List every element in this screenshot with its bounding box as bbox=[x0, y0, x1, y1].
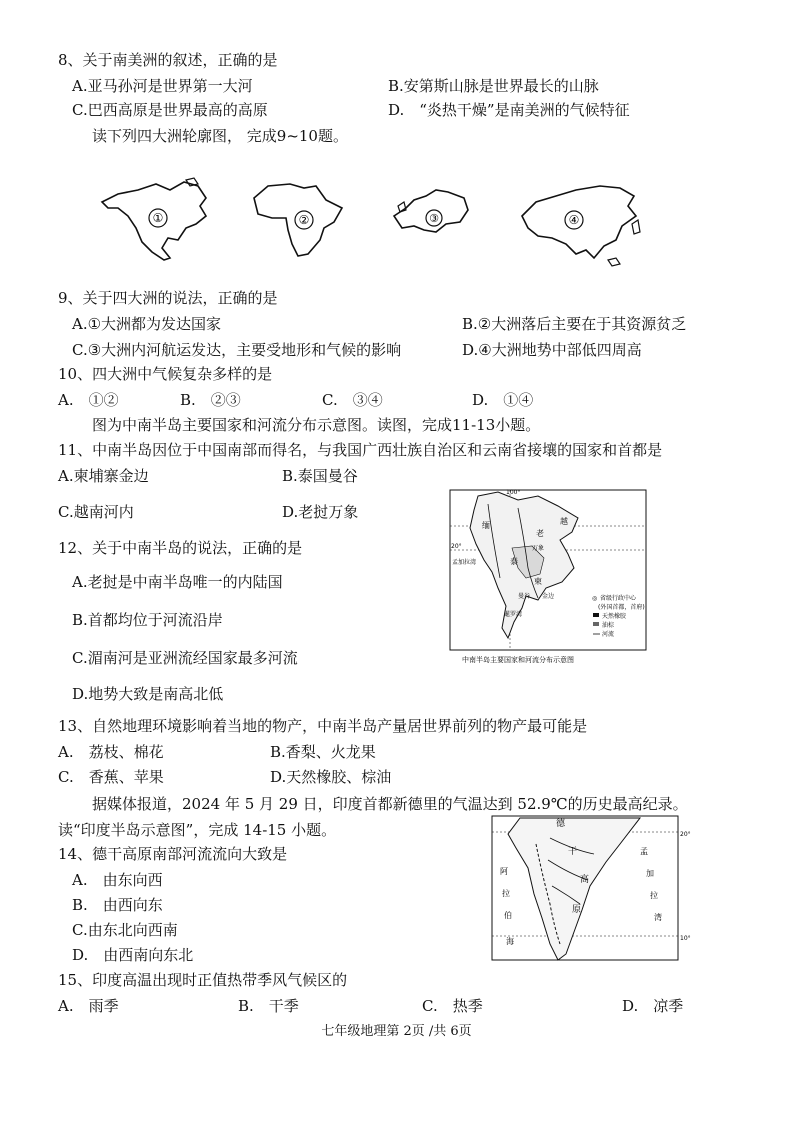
africa-outline bbox=[246, 178, 346, 260]
europe-outline bbox=[384, 186, 474, 242]
india-label-yuan: 原 bbox=[572, 905, 582, 915]
place-vientiane: 万象 bbox=[532, 545, 545, 552]
intro-14-15-line2: 读“印度半岛示意图”，完成 14-15 小题。 bbox=[58, 821, 337, 839]
place-laos: 老 bbox=[536, 529, 544, 538]
q9-option-c: C.③大洲内河航运发达，主要受地形和气候的影响 bbox=[72, 341, 402, 359]
svg-text:◎: ◎ bbox=[592, 595, 598, 602]
india-label-la2: 拉 bbox=[502, 889, 510, 898]
q8-option-a: A.亚马孙河是世界第一大河 bbox=[72, 77, 253, 95]
continent-label-2: ② bbox=[298, 213, 310, 227]
q8-option-d: D. “炎热干燥”是南美洲的气候特征 bbox=[388, 101, 630, 119]
india-label-gao: 高 bbox=[580, 875, 590, 885]
q10-stem: 10、四大洲中气候复杂多样的是 bbox=[58, 365, 273, 383]
q12-stem: 12、关于中南半岛的说法，正确的是 bbox=[58, 539, 303, 557]
q10-option-d: D. ①④ bbox=[472, 391, 534, 409]
q10-option-a: A. ①② bbox=[58, 391, 119, 409]
north-america-outline bbox=[98, 176, 218, 264]
q11-option-b: B.泰国曼谷 bbox=[282, 467, 358, 485]
q13-option-d: D.天然橡胶、棕油 bbox=[270, 768, 392, 786]
q11-stem: 11、中南半岛因位于中国南部而得名，与我国广西壮族自治区和云南省接壤的国家和首都是 bbox=[58, 441, 663, 459]
q9-option-a: A.①大洲都为发达国家 bbox=[72, 315, 222, 333]
q13-option-a: A. 荔枝、棉花 bbox=[58, 743, 164, 761]
india-peninsula-map bbox=[490, 814, 692, 964]
place-thailand: 泰 bbox=[510, 557, 518, 566]
q13-stem: 13、自然地理环境影响着当地的物产，中南半岛产量居世界前列的物产最可能是 bbox=[58, 717, 588, 735]
map-caption: 中南半岛主要国家和河流分布示意图 bbox=[462, 656, 574, 664]
q12-option-b: B.首都均位于河流沿岸 bbox=[72, 611, 223, 629]
page-footer: 七年级地理第 2页 /共 6页 bbox=[321, 1024, 472, 1039]
q11-option-d: D.老挝万象 bbox=[282, 503, 359, 521]
indochina-map bbox=[448, 488, 650, 668]
q10-option-b: B. ②③ bbox=[180, 391, 241, 409]
map-lat-20: 20° bbox=[451, 543, 462, 550]
intro-11-13: 图为中南半岛主要国家和河流分布示意图。读图，完成11-13小题。 bbox=[92, 416, 541, 434]
q12-option-a: A.老挝是中南半岛唯一的内陆国 bbox=[72, 573, 283, 591]
intro-9-10: 读下列四大洲轮廓图， 完成9~10题。 bbox=[92, 127, 348, 145]
q15-option-d: D. 凉季 bbox=[622, 997, 684, 1015]
q9-option-d: D.④大洲地势中部低四周高 bbox=[462, 341, 642, 359]
q8-option-b: B.安第斯山脉是世界最长的山脉 bbox=[388, 77, 599, 95]
india-label-jia: 加 bbox=[646, 869, 654, 878]
continent-label-1: ① bbox=[152, 211, 164, 225]
q14-option-b: B. 由西向东 bbox=[72, 896, 163, 914]
q11-option-a: A.柬埔寨金边 bbox=[58, 467, 149, 485]
q15-option-c: C. 热季 bbox=[422, 997, 483, 1015]
legend-capital: 省级行政中心 bbox=[600, 595, 637, 602]
legend-river: 河流 bbox=[602, 631, 615, 638]
q14-option-a: A. 由东向西 bbox=[72, 871, 163, 889]
q12-option-d: D.地势大致是南高北低 bbox=[72, 685, 224, 703]
india-label-a: 阿 bbox=[500, 867, 508, 876]
q14-option-d: D. 由西南向东北 bbox=[72, 946, 194, 964]
india-label-hai: 海 bbox=[506, 937, 514, 946]
place-phnom-penh: 金边 bbox=[542, 593, 555, 600]
india-label-wan: 湾 bbox=[654, 913, 662, 922]
q9-option-b: B.②大洲落后主要在于其资源贫乏 bbox=[462, 315, 687, 333]
q13-option-b: B.香梨、火龙果 bbox=[270, 743, 376, 761]
q14-option-c: C.由东北向西南 bbox=[72, 921, 178, 939]
place-cambodia: 柬 bbox=[534, 577, 542, 586]
intro-14-15-line1: 据媒体报道，2024 年 5 月 29 日，印度首都新德里的气温达到 52.9℃的历史最高纪录。 bbox=[92, 795, 688, 813]
q11-option-c: C.越南河内 bbox=[58, 503, 134, 521]
place-vietnam: 越 bbox=[560, 517, 568, 526]
q10-option-c: C. ③④ bbox=[322, 391, 383, 409]
asia-outline bbox=[516, 180, 644, 270]
q13-option-c: C. 香蕉、苹果 bbox=[58, 768, 164, 786]
legend-capital-note: (外国首都，首府) bbox=[598, 604, 645, 611]
india-label-de: 德 bbox=[556, 819, 566, 829]
india-label-la: 拉 bbox=[650, 891, 658, 900]
place-gulf-of-thailand: 暹罗湾 bbox=[504, 611, 523, 618]
place-burma: 缅 bbox=[482, 521, 490, 530]
india-lat-20: 20° bbox=[680, 831, 691, 838]
q8-stem: 8、关于南美洲的叙述，正确的是 bbox=[58, 51, 278, 69]
legend-rubber: 天然橡胶 bbox=[602, 613, 627, 620]
q8-option-c: C.巴西高原是世界最高的高原 bbox=[72, 101, 268, 119]
q15-option-a: A. 雨季 bbox=[58, 997, 119, 1015]
continent-label-3: ③ bbox=[429, 212, 439, 225]
q15-stem: 15、印度高温出现时正值热带季风气候区的 bbox=[58, 971, 348, 989]
map-lon-100: 100° bbox=[506, 489, 521, 496]
place-bangkok: 曼谷 bbox=[518, 593, 531, 600]
india-lat-10: 10° bbox=[680, 935, 691, 942]
continent-label-4: ④ bbox=[568, 213, 580, 227]
india-label-gan: 干 bbox=[568, 847, 578, 857]
q15-option-b: B. 干季 bbox=[238, 997, 299, 1015]
q12-option-c: C.湄南河是亚洲流经国家最多河流 bbox=[72, 649, 298, 667]
legend-oilpalm: 油棕 bbox=[602, 622, 615, 629]
india-label-meng: 孟 bbox=[640, 847, 648, 856]
q14-stem: 14、德干高原南部河流流向大致是 bbox=[58, 845, 288, 863]
place-bay-of-bengal: 孟加拉湾 bbox=[452, 559, 477, 566]
india-label-bo: 伯 bbox=[504, 911, 512, 920]
q9-stem: 9、关于四大洲的说法，正确的是 bbox=[58, 289, 278, 307]
